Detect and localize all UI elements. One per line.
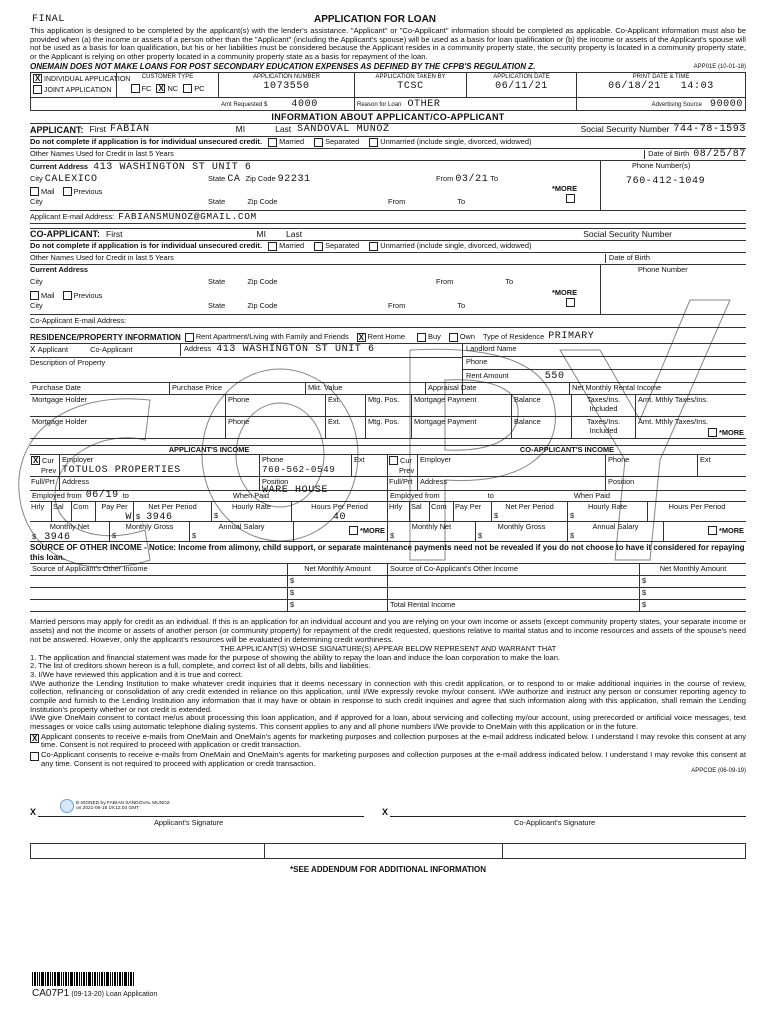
co-previous-label: Previous	[73, 291, 103, 301]
form-revision: (09-13-20) Loan Application	[71, 991, 158, 998]
separated-label: Separated	[325, 137, 360, 147]
rent-amount-value: 550	[544, 371, 565, 383]
form-header	[30, 0, 746, 71]
residence-type-label: Type of Residence	[482, 331, 545, 341]
mortgage-phone-label: Phone	[226, 395, 326, 416]
employer-phone-label: Phone	[262, 455, 284, 465]
co-prev-label: Prev	[399, 465, 415, 475]
consent-paragraph: I/We give OneMain consent to contact me/us about processing this loan application, and if approved for a loan, about servicing and collecting my/our account, using prerecorded or artificial voice messages, text messages or voice calls using automatic telephone dialing systems. This consent applies to any and all phone numbers I/We provide to OneMain with this application or in the future.	[30, 713, 746, 731]
co-fullpt-label: Full/Prt	[388, 477, 418, 490]
residence-more-label[interactable]: *MORE	[718, 428, 744, 438]
application-info-grid	[30, 72, 746, 111]
employed-from-label: Employed from	[32, 490, 82, 500]
employed-from-value: 06/19	[85, 490, 119, 502]
current-address-label: Current Address	[30, 162, 89, 172]
description-label: Description of Property	[30, 357, 462, 368]
coapplicant-email-consent-text: Co-Applicant consents to receive e-mails from OneMain and OneMain's agents for marketing purposes and collection purposes at the e-mail address indicated below. I understand I may revoke this consent at any time. Consent is not required to proceed with application or credit transaction.	[41, 749, 746, 768]
co-hourly-rate-dollar: $	[570, 510, 575, 520]
form-id: CA07P1	[32, 988, 70, 999]
advertising-cell	[577, 98, 745, 110]
amt-label: Amt Requested $	[221, 101, 268, 108]
email-label: Applicant E-mail Address:	[30, 211, 115, 221]
amount-requested-cell	[219, 98, 355, 110]
residence-block	[30, 331, 746, 439]
rent-home-label: Rent Home	[367, 331, 406, 341]
co-unmarried-label: Unmarried (include single, divorced, widowed)	[380, 241, 532, 251]
phone-numbers-label: Phone Number(s)	[632, 161, 691, 171]
applicant-x-mark: X	[30, 807, 37, 818]
mortgage-ext-label-2: Ext.	[326, 417, 366, 438]
mortgage-row-1	[30, 395, 746, 417]
res-address-value: 413 WASHINGTON ST UNIT 6	[216, 344, 375, 356]
fc-label: FC	[141, 83, 152, 93]
other-income-dollar-3: $	[288, 600, 388, 611]
taxes-included-label: Taxes/Ins. Included	[572, 395, 636, 416]
ssn-label: Social Security Number	[580, 124, 670, 135]
co-prev-from-label: From	[388, 301, 406, 311]
esigned-line-2: on 2021-06-18 19:12:04 GMT	[76, 806, 140, 812]
prev-state-label: State	[208, 197, 226, 207]
coapplicant-email-consent-checkbox[interactable]	[30, 752, 39, 761]
adv-label: Advertising Source	[651, 101, 702, 108]
to-label: To	[490, 174, 499, 184]
last-name-value: SANDOVAL MUNOZ	[297, 124, 390, 136]
co-prev-zip-label: Zip Code	[247, 301, 278, 311]
individual-label: INDIVIDUAL APPLICATION	[44, 75, 131, 83]
pc-checkbox[interactable]	[183, 84, 192, 93]
esigned-line-1: E-SIGNED by FABIAN SANDOVAL MUNOZ	[76, 800, 170, 806]
balance-label-2: Balance	[512, 417, 572, 438]
co-previous-checkbox[interactable]	[63, 291, 72, 300]
customer-type	[117, 73, 219, 97]
pay-per-value: W	[125, 511, 132, 523]
other-income-notice: - Notice: Income from alimony, child support, or separate maintenance payments need not be revealed if you do not choose to have it considered for repaying this loan.	[30, 543, 745, 562]
co-separated-label: Separated	[325, 241, 360, 251]
co-sal-label: Sal	[410, 502, 430, 521]
co-employer-address-label: Address	[418, 477, 606, 490]
coapplicant-income-panel	[388, 455, 746, 542]
prev-city-label: City	[30, 197, 43, 207]
applicant-block	[30, 124, 746, 224]
other-income-block	[30, 542, 746, 612]
appcoe-code: APPCOE (06-09-19)	[691, 768, 746, 775]
signature-block	[30, 789, 746, 835]
mortgage-payment-label-2: Mortgage Payment	[412, 417, 512, 438]
employed-to-label: to	[122, 490, 129, 500]
reason-cell	[355, 98, 577, 110]
total-rental-dollar: $	[642, 600, 647, 610]
co-employer-ext-label: Ext	[700, 455, 711, 465]
represent-heading: THE APPLICANT(S) WHOSE SIGNATURE(S) APPEAR BELOW REPRESENT AND WARRANT THAT	[219, 644, 557, 654]
form-code: APP01E (10-01-18)	[693, 63, 746, 70]
mortgage-payment-label: Mortgage Payment	[412, 395, 512, 416]
co-income-more-checkbox[interactable]	[708, 526, 717, 535]
applicant-other-income-label: Source of Applicant's Other Income	[30, 564, 288, 575]
annual-salary-label: Annual Salary	[218, 522, 265, 532]
net-per-period-value: 3946	[146, 511, 173, 523]
zip-value: 92231	[277, 174, 311, 186]
print-time: 14:03	[680, 80, 714, 92]
separated-checkbox[interactable]	[314, 138, 323, 147]
co-hourly-rate-label: Hourly Rate	[587, 502, 628, 512]
co-dob-label: Date of Birth	[605, 254, 650, 263]
net-monthly-rental-label: Net Monthly Rental Income	[572, 383, 662, 393]
previous-checkbox[interactable]	[63, 187, 72, 196]
co-monthly-gross-label: Monthly Gross	[497, 522, 546, 532]
mtg-pos-label-2: Mtg. Pos.	[366, 417, 412, 438]
nc-label: NC	[167, 83, 179, 93]
mi-label: MI	[235, 124, 246, 135]
position-label: Position	[262, 477, 289, 487]
applicant-income-panel	[30, 455, 388, 542]
co-separated-checkbox[interactable]	[314, 242, 323, 251]
co-cur-employer-checkbox[interactable]	[389, 456, 398, 465]
hrly-label: Hrly	[30, 502, 52, 521]
monthly-gross-dollar: $	[112, 530, 117, 540]
from-value: 03/21	[455, 174, 489, 186]
rent-amount-label: Rent Amount	[466, 371, 509, 381]
esign-seal-icon	[60, 799, 74, 813]
employer-address-label: Address	[60, 477, 260, 490]
co-last-label: Last	[285, 228, 303, 239]
monthly-net-value: 3946	[44, 531, 71, 543]
first-label: First	[89, 124, 107, 135]
monthly-gross-label: Monthly Gross	[125, 522, 174, 532]
co-more-checkbox[interactable]	[566, 298, 575, 307]
application-type	[31, 73, 131, 97]
cur-label: Cur	[42, 456, 54, 466]
individual-checkbox[interactable]	[33, 74, 42, 83]
mortgage-ext-label: Ext.	[326, 395, 366, 416]
state-value: CA	[227, 174, 241, 186]
employer-phone-value: 760-562-0549	[262, 463, 336, 475]
mtg-pos-label: Mtg. Pos.	[366, 395, 412, 416]
nc-checkbox[interactable]	[156, 84, 165, 93]
form-title: APPLICATION FOR LOAN	[314, 14, 437, 25]
coapplicant-signature-label: Co-Applicant's Signature	[514, 818, 596, 828]
mortgage-phone-label-2: Phone	[226, 417, 326, 438]
coapplicant-other-income-label: Source of Co-Applicant's Other Income	[388, 564, 640, 575]
mortgage-row-2	[30, 417, 746, 439]
res-coapplicant-label: Co-Applicant	[90, 345, 133, 355]
pay-per-label: Pay Per	[101, 502, 128, 512]
app-date-value: 06/11/21	[495, 80, 548, 92]
annual-salary-dollar: $	[192, 530, 197, 540]
barcode-icon	[32, 972, 157, 986]
res-address-label: Address	[184, 344, 212, 354]
purchase-date-label: Purchase Date	[30, 383, 170, 395]
hourly-rate-label: Hourly Rate	[231, 502, 272, 512]
mortgage-holder-label: Mortgage Holder	[30, 395, 226, 416]
current-address-value: 413 WASHINGTON ST UNIT 6	[93, 162, 252, 174]
reason-value: OTHER	[407, 98, 441, 110]
co-other-names-label: Other Names Used for Credit in last 5 Years	[30, 253, 174, 263]
own-label: Own	[459, 331, 475, 341]
coapplicant-net-monthly-label: Net Monthly Amount	[659, 564, 727, 574]
reason-label: Reason for Loan	[357, 101, 402, 108]
residence-title: RESIDENCE/PROPERTY INFORMATION	[30, 332, 181, 342]
rent-home-checkbox[interactable]	[357, 333, 366, 342]
co-other-income-dollar-2: $	[642, 588, 647, 598]
co-first-label: First	[106, 228, 123, 239]
phone-value: 760-412-1049	[626, 176, 706, 188]
monthly-net-label: Monthly Net	[49, 522, 90, 532]
fc-checkbox[interactable]	[131, 84, 140, 93]
co-hrly-label: Hrly	[388, 502, 410, 521]
office-use-boxes	[30, 843, 746, 859]
co-married-checkbox[interactable]	[268, 242, 277, 251]
fullpt-label: Full/Prt	[30, 477, 60, 490]
co-mail-label: Mail	[41, 291, 55, 301]
co-income-more-label[interactable]: *MORE	[718, 526, 744, 536]
co-position-label: Position	[608, 477, 635, 487]
employer-ext-label: Ext	[354, 455, 365, 465]
more-checkbox[interactable]	[566, 194, 575, 203]
co-annual-salary-dollar: $	[570, 530, 575, 540]
residence-more-checkbox[interactable]	[708, 428, 717, 437]
prev-from-label: From	[388, 197, 406, 207]
purchase-price-label: Purchase Price	[170, 383, 306, 395]
co-employer-label: Employer	[418, 455, 606, 476]
city-value: CALEXICO	[44, 174, 98, 186]
footer	[32, 972, 157, 1000]
own-checkbox[interactable]	[449, 333, 458, 342]
addendum-note: *SEE ADDENDUM FOR ADDITIONAL INFORMATION	[290, 865, 486, 875]
taxes-included-label-2: Taxes/Ins. Included	[572, 417, 636, 438]
mortgage-holder-label-2: Mortgage Holder	[30, 417, 226, 438]
monthly-net-dollar: $	[32, 531, 37, 541]
pc-label: PC	[194, 83, 205, 93]
intro-paragraph: This application is designed to be completed by the applicant(s) with the lender's assistance. "Applicant" or "Co-Applicant" information should be completed as applicable. Co-Applicant information must also be provided when (a) the income or assets of a person other than the "Applicant" (including the Applicant's spouse) will be used as a basis for loan qualification or (b) the income or assets of the Applicant's spouse will not be used as a basis for loan qualification, but his or her liabilities must be considered because the Applicant resides in a community property state, the security property is located in a community property state, or the Applicant is relying on other property located in a community property state as a basis for repayment of the loan.	[30, 26, 746, 61]
hourly-rate-dollar: $	[214, 510, 219, 520]
appraisal-date-label: Appraisal Date	[426, 383, 570, 395]
co-from-label: From	[436, 277, 454, 287]
first-name-value: FABIAN	[110, 124, 150, 136]
co-when-paid-label: When Paid	[573, 490, 611, 500]
email-value: FABIANSMUNOZ@GMAIL.COM	[118, 210, 257, 222]
hours-per-period-value: 40	[332, 511, 347, 523]
co-state-label: State	[208, 277, 226, 287]
income-block	[30, 445, 746, 542]
co-monthly-gross-dollar: $	[478, 530, 483, 540]
landlord-label: Landlord Name	[466, 344, 517, 354]
legal-block	[30, 618, 746, 775]
rent-apartment-checkbox[interactable]	[185, 333, 194, 342]
co-prev-state-label: State	[208, 301, 226, 311]
co-annual-salary-label: Annual Salary	[592, 522, 639, 532]
authorize-paragraph: I/We authorize the Lending Institution to make whatever credit inquiries that it deems necessary in connection with this credit application, or to respond to or make additional inquiries in the course of review, collection, refinancing or consolidation of any credit extended in reliance on this application, until I/We expressly revoke my/our consent. I/We authorize and instruct any person or consumer reporting agency to compile and furnish to the Lending Institution any information that it may have or obtain in response to such credit inquiries and agree that such information along with this application, shall remain the Lending Institution's property whether or not credit is extended.	[30, 678, 746, 714]
previous-label: Previous	[73, 187, 103, 197]
joint-label: JOINT APPLICATION	[44, 86, 112, 94]
warranty-item-2: 2. The list of creditors shown hereon is a full, complete, and correct list of all debts, bills and liabilities.	[30, 661, 371, 671]
other-income-dollar-2: $	[288, 588, 388, 599]
employer-value: TOTULOS PROPERTIES	[62, 464, 181, 476]
coapplicant-income-title: CO-APPLICANT'S INCOME	[519, 444, 615, 454]
prev-label: Prev	[41, 465, 57, 475]
coapplicant-address-block	[30, 265, 746, 315]
co-mi-label: MI	[256, 228, 266, 239]
co-current-address-label: Current Address	[30, 265, 89, 275]
co-hours-per-period-label: Hours Per Period	[668, 502, 726, 512]
co-ssn-label: Social Security Number	[583, 228, 672, 239]
co-com-label: Com	[430, 502, 454, 521]
co-more-label[interactable]: *MORE	[552, 288, 578, 298]
co-prev-to-label: To	[457, 301, 466, 311]
residence-type-value: PRIMARY	[548, 331, 595, 343]
print-date: 06/18/21	[608, 80, 661, 92]
zip-label: Zip Code	[245, 174, 276, 184]
co-monthly-net-dollar: $	[390, 530, 395, 540]
coapplicant-block	[30, 228, 746, 328]
cfpb-notice: ONEMAIN DOES NOT MAKE LOANS FOR POST SECONDARY EDUCATION EXPENSES AS DEFINED BY THE CFPB'S REGULATION Z.	[30, 61, 536, 71]
rent-apartment-label: Rent Apartment/Living with Family and Friends	[195, 331, 349, 341]
print-label: PRINT DATE & TIME	[632, 73, 690, 80]
res-applicant-label: Applicant	[37, 345, 69, 355]
taken-by-label: APPLICATION TAKEN BY	[375, 73, 446, 80]
other-names-label: Other Names Used for Credit in last 5 Years	[30, 149, 174, 159]
amt-mthly-label-2: Amt. Mthly Taxes/Ins.	[638, 417, 709, 427]
unmarried-label: Unmarried (include single, divorced, widowed)	[380, 137, 532, 147]
co-mail-checkbox[interactable]	[30, 291, 39, 300]
employer-label: Employer	[62, 455, 94, 465]
customer-type-label: CUSTOMER TYPE	[141, 73, 194, 80]
applicant-heading: APPLICANT:	[30, 124, 84, 135]
net-per-period-dollar: $	[136, 511, 141, 521]
co-prev-city-label: City	[30, 301, 43, 311]
adv-value: 90000	[709, 98, 743, 110]
dob-label: Date of Birth	[644, 150, 689, 159]
prev-zip-label: Zip Code	[247, 197, 278, 207]
taken-by-cell	[355, 73, 467, 97]
co-employer-phone-label: Phone	[606, 455, 698, 476]
co-pay-per-label: Pay Per	[454, 502, 492, 521]
co-monthly-net-label: Monthly Net	[411, 522, 452, 532]
mkt-value-label: Mkt. Value	[306, 383, 426, 395]
married-paragraph: Married persons may apply for credit as an individual. If this is an application for an individual account and you are relying on your own income or assets (except community property states, your separate income or assets) and not the income or assets of another person (or community property) for repayment of the credit requested, questions relative to marital status and to income resources and assets of the spouse's need not be answered. However, only the applicant's resources will be evaluated in determining credit worthiness.	[30, 617, 746, 644]
co-unsecured-note: Do not complete if application is for individual unsecured credit.	[30, 241, 263, 251]
co-zip-label: Zip Code	[247, 277, 278, 287]
dob-value: 08/25/87	[693, 148, 746, 160]
state-label: State	[208, 174, 226, 184]
applicant-income-title: APPLICANT'S INCOME	[168, 444, 250, 454]
co-employed-from-label: Employed from	[390, 490, 440, 500]
amt-mthly-label: Amt. Mthly Taxes/Ins.	[638, 395, 709, 405]
last-label: Last	[275, 124, 292, 135]
joint-checkbox[interactable]	[33, 85, 42, 94]
unsecured-note: Do not complete if application is for individual unsecured credit.	[30, 137, 263, 147]
esignature-stamp	[60, 799, 170, 813]
from-label: From	[436, 174, 454, 184]
net-per-period-label: Net Per Period	[148, 502, 197, 512]
income-more-checkbox[interactable]	[349, 526, 358, 535]
taken-by-value: TCSC	[397, 80, 424, 92]
property-details: X Applicant Co-Applicant Address 413 WASHINGTON ST UNIT 6 Landlord Name Description of Property Phone Rent Amount 550 Purchase Date Purchase Price Mkt. Value Appraisal Date Net Monthly Rental Income	[30, 344, 746, 395]
city-label: City	[30, 174, 43, 184]
co-city-label: City	[30, 277, 43, 287]
position-value: WARE HOUSE	[262, 484, 329, 496]
co-unmarried-checkbox[interactable]	[369, 242, 378, 251]
co-to-label: To	[505, 277, 514, 287]
applicant-section-title: INFORMATION ABOUT APPLICANT/CO-APPLICANT	[30, 111, 746, 124]
total-rental-label: Total Rental Income	[388, 600, 640, 611]
amt-mthly-cell-2	[636, 417, 746, 438]
warranty-item-1: 1. The application and financial statement was made for the purpose of showing the ability to repay the loan and induce the loan corporation to make the loan.	[30, 652, 561, 662]
co-net-per-period-label: Net Per Period	[505, 502, 554, 512]
com-label: Com	[72, 502, 96, 521]
co-married-label: Married	[279, 241, 305, 251]
income-more-label[interactable]: *MORE	[359, 526, 385, 536]
balance-label: Balance	[512, 395, 572, 416]
other-income-title: SOURCE OF OTHER INCOME	[30, 543, 143, 553]
prev-to-label: To	[457, 197, 466, 207]
final-label: FINAL	[32, 14, 66, 25]
buy-checkbox[interactable]	[417, 333, 426, 342]
co-cur-label: Cur	[400, 456, 412, 466]
when-paid-label: When Paid	[232, 490, 270, 500]
app-date-label: APPLICATION DATE	[493, 73, 550, 80]
other-income-dollar-1: $	[288, 576, 388, 587]
co-email-label: Co-Applicant E-mail Address:	[30, 315, 127, 325]
ssn-value: 744-78-1593	[673, 124, 746, 136]
applicant-address-block	[30, 161, 746, 211]
sal-label: Sal	[52, 502, 72, 521]
landlord-phone-label: Phone	[466, 357, 488, 367]
applicant-signature-label: Applicant's Signature	[154, 818, 224, 828]
buy-label: Buy	[428, 331, 441, 341]
app-number-label: APPLICATION NUMBER	[253, 73, 320, 80]
more-label[interactable]: *MORE	[552, 184, 578, 194]
mail-label: Mail	[41, 187, 55, 197]
cur-employer-checkbox[interactable]	[31, 456, 40, 465]
warranty-item-3: 3. I/We have reviewed this application and it is true and correct.	[30, 669, 244, 679]
co-employed-to-label: to	[487, 490, 494, 500]
married-checkbox[interactable]	[268, 138, 277, 147]
mail-checkbox[interactable]	[30, 187, 39, 196]
coapplicant-heading: CO-APPLICANT:	[30, 229, 100, 240]
applicant-email-consent-text: Applicant consents to receive e-mails from OneMain and OneMain's agents for marketing purposes and collection purposes at the e-mail address indicated below. I understand I may revoke this consent at any time. Consent is not required to proceed with application or credit transaction.	[41, 731, 746, 750]
co-phone-label: Phone Number	[638, 265, 688, 275]
married-label: Married	[279, 137, 305, 147]
app-number-value: 1073550	[263, 80, 310, 92]
print-date-cell	[577, 73, 745, 97]
applicant-net-monthly-label: Net Monthly Amount	[288, 564, 388, 575]
unmarried-checkbox[interactable]	[369, 138, 378, 147]
application-number-cell	[219, 73, 355, 97]
amt-value: 4000	[291, 98, 318, 110]
co-other-income-dollar-1: $	[642, 576, 647, 586]
app-date-cell	[467, 73, 577, 97]
co-net-per-period-dollar: $	[494, 510, 499, 520]
applicant-email-consent-checkbox[interactable]	[30, 734, 39, 743]
hours-per-period-label: Hours Per Period	[311, 502, 368, 512]
coapplicant-x-mark: X	[382, 807, 389, 818]
